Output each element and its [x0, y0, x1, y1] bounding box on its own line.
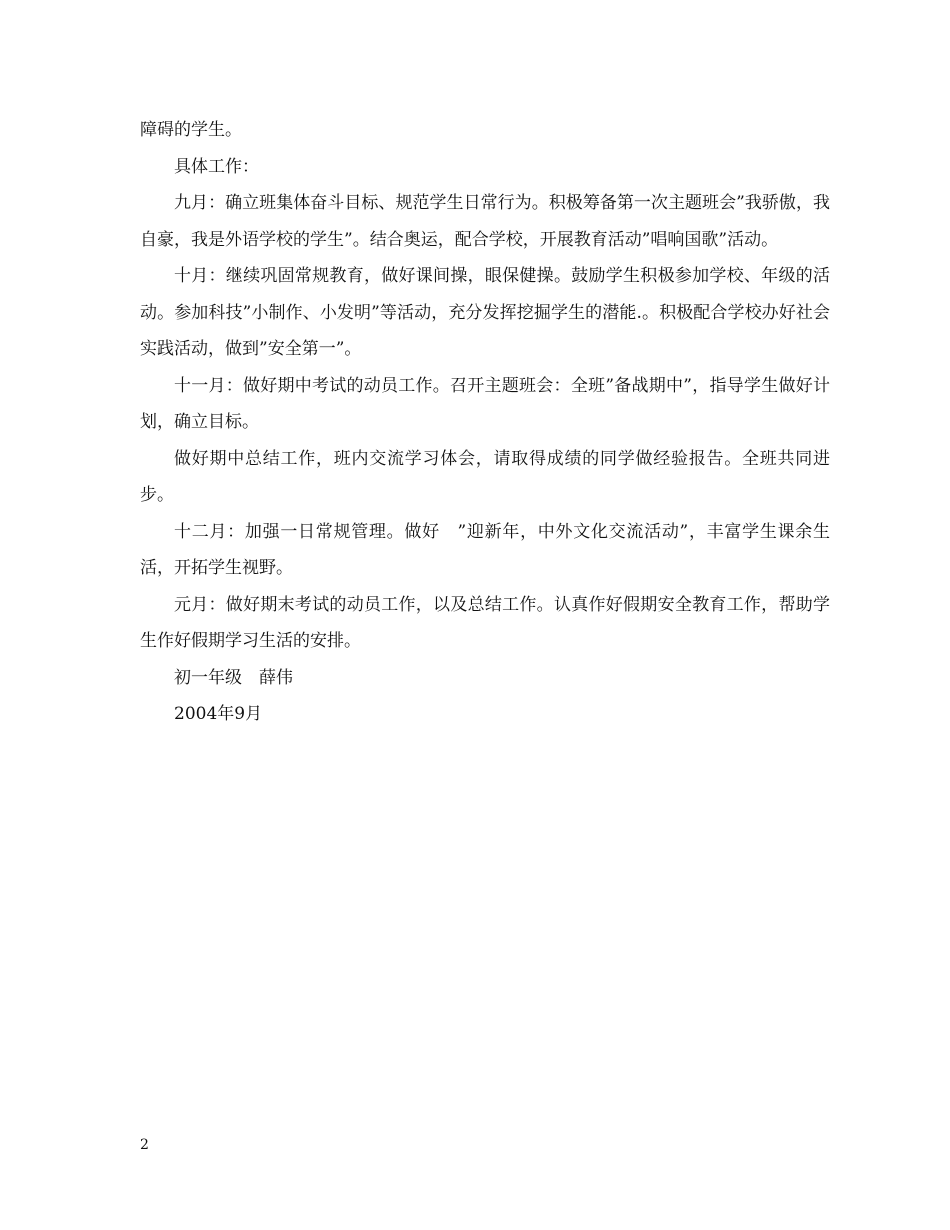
paragraph-october: 十月：继续巩固常规教育，做好课间操，眼保健操。鼓励学生积极参加学校、年级的活动。参加科技”小制作、小发明”等活动，充分发挥挖掘学生的潜能.。积极配合学校办好社会实践活动，做到”安全第一”。	[140, 266, 830, 359]
paragraph-december: 十二月：加强一日常规管理。做好 ”迎新年，中外文化交流活动”，丰富学生课余生活，开拓学生视野。	[140, 521, 830, 578]
paragraph: 障碍的学生。	[140, 120, 242, 140]
page-number: 2	[140, 1137, 149, 1153]
signature-author: 初一年级 薛伟	[174, 667, 293, 688]
paragraph-january: 元月：做好期末考试的动员工作，以及总结工作。认真作好假期安全教育工作，帮助学生作好假期学习生活的安排。	[140, 594, 830, 651]
paragraph-midterm-summary: 做好期中总结工作，班内交流学习体会，请取得成绩的同学做经验报告。全班共同进步。	[140, 448, 830, 505]
document-body	[140, 112, 830, 733]
paragraph-november: 十一月：做好期中考试的动员工作。召开主题班会：全班”备战期中”，指导学生做好计划，确立目标。	[140, 375, 830, 432]
paragraph-september: 九月：确立班集体奋斗目标、规范学生日常行为。积极筹备第一次主题班会”我骄傲，我自豪，我是外语学校的学生”。结合奥运，配合学校，开展教育活动”唱响国歌”活动。	[140, 193, 830, 250]
signature-date: 2004年9月	[174, 704, 263, 724]
section-heading: 具体工作：	[174, 156, 259, 177]
